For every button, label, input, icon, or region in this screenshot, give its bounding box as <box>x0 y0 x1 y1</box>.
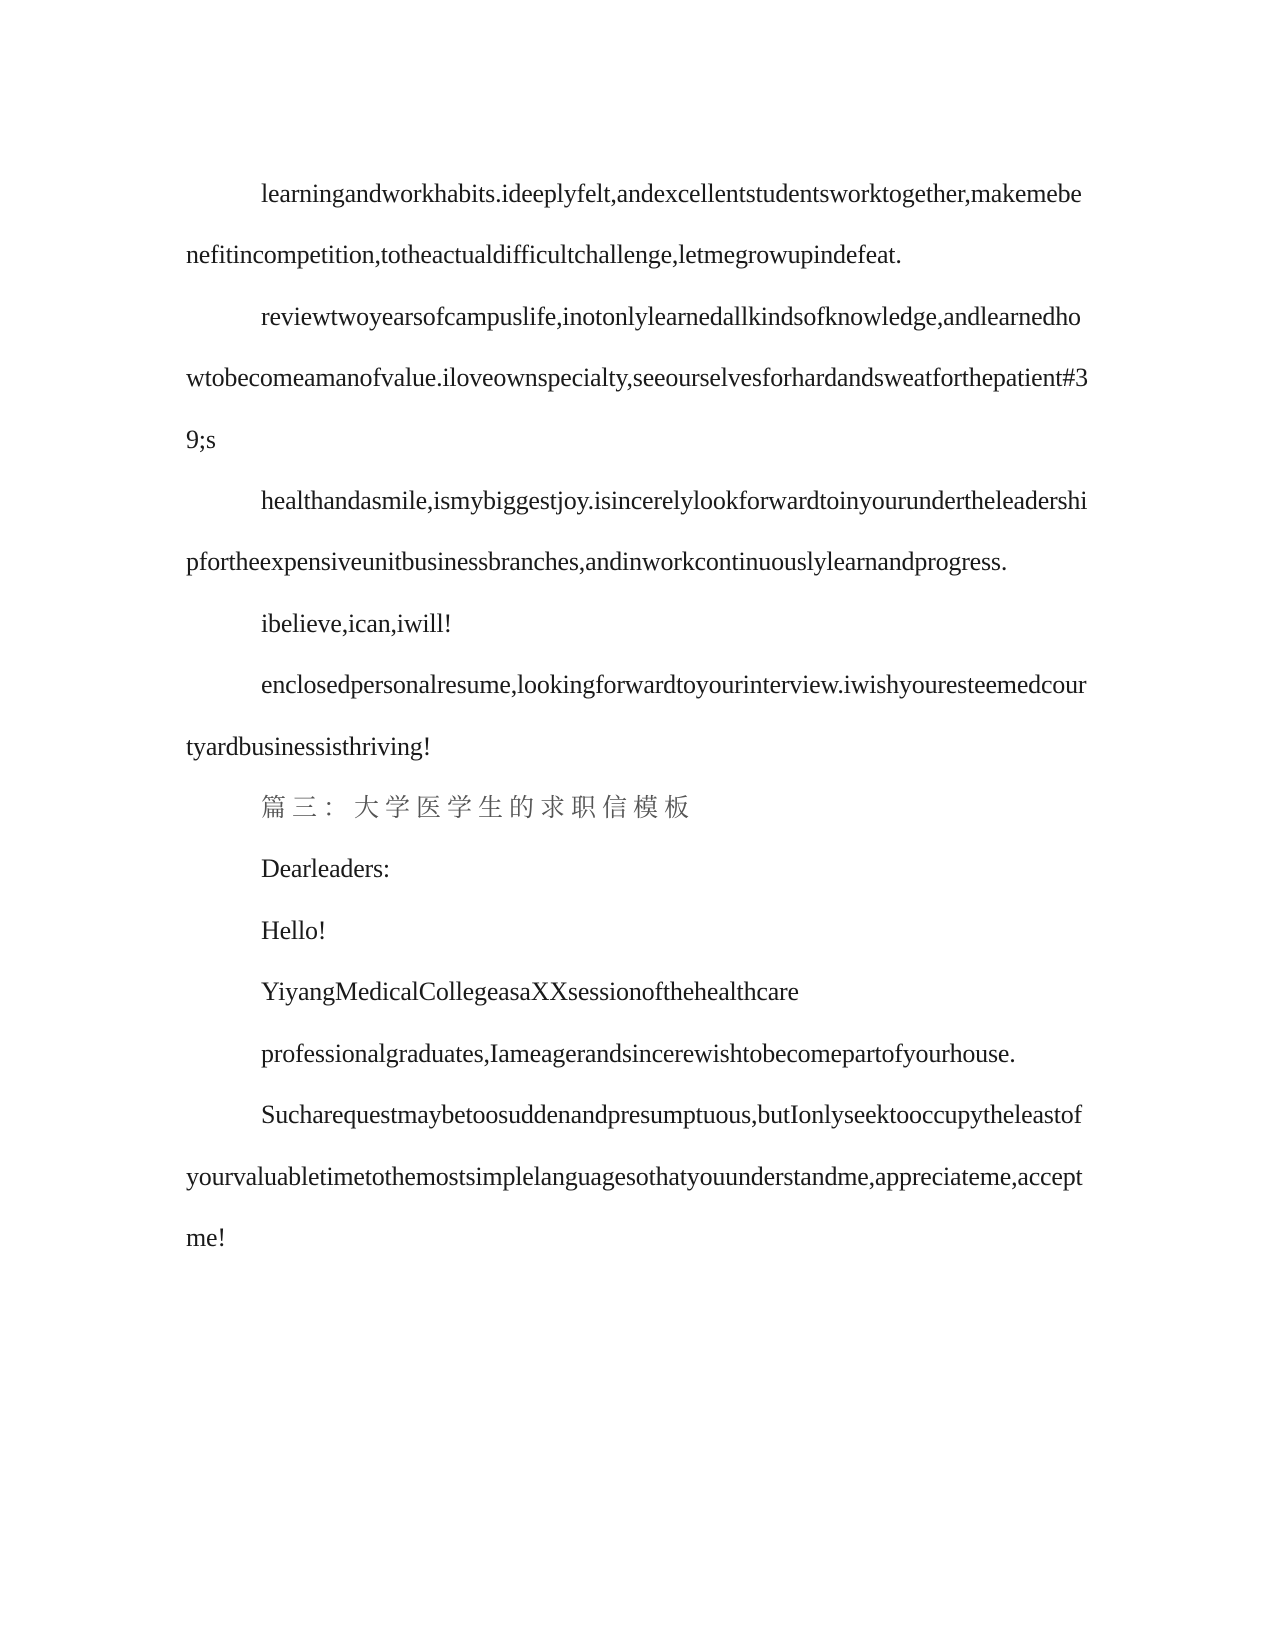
paragraph-campus-life: reviewtwoyearsofcampuslife,inotonlylearnedallkindsofknowledge,andlearnedhowtobecomeamanofvalue.iloveownspecialty,seeourselvesforhardandsweatforthepatient#39;s <box>186 301 1088 454</box>
paragraph-enclosed-resume: enclosedpersonalresume,lookingforwardtoyourinterview.iwishyouresteemedcourtyardbusinessisthriving! <box>186 670 1087 761</box>
paragraph-graduates: professionalgraduates,Iameagerandsincerewishtobecomepartofyourhouse. <box>261 1038 1016 1068</box>
document-body <box>186 163 1091 1268</box>
greeting: Hello! <box>261 915 327 945</box>
paragraph-health-smile: healthandasmile,ismybiggestjoy.isincerelylookforwardtoinyourundertheleadershipfortheexpensiveunitbusinessbranches,andinworkcontinuouslylearnandprogress. <box>186 486 1088 577</box>
paragraph-request: Sucharequestmaybetoosuddenandpresumptuous,butIonlyseektooccupytheleastofyourvaluabletimetothemostsimplelanguagesothatyouunderstandme,appreciateme,acceptme! <box>186 1100 1083 1252</box>
section-heading: 篇三：大学医学生的求职信模板 <box>261 793 696 823</box>
paragraph-i-believe: ibelieve,ican,iwill! <box>261 608 452 638</box>
salutation: Dearleaders: <box>261 854 390 884</box>
paragraph-college-intro: YiyangMedicalCollegeasaXXsessionofthehealthcare <box>261 977 799 1007</box>
paragraph-learning-habits: learningandworkhabits.ideeplyfelt,andexcellentstudentsworktogether,makemebenefitincompetition,totheactualdifficultchallenge,letmegrowupindefeat. <box>186 179 1082 270</box>
